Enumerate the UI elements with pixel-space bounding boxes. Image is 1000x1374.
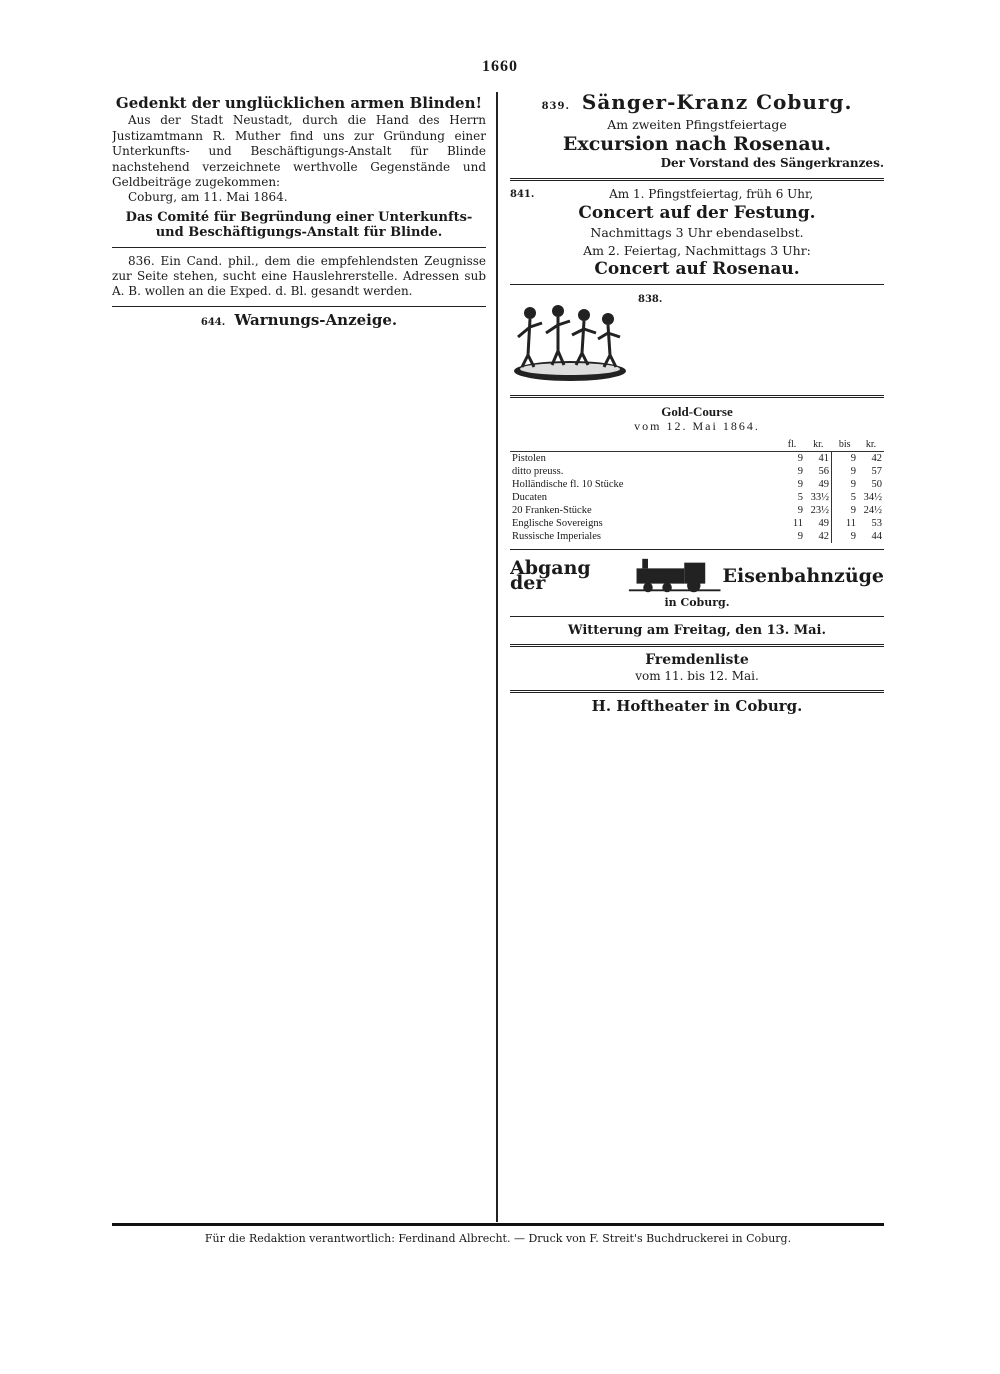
gold-currency: Ducaten xyxy=(512,492,547,504)
gold-kr: 23½ xyxy=(810,505,829,517)
footer-rule xyxy=(112,1223,884,1226)
gold-rows xyxy=(510,452,884,544)
weather-heading: Witterung am Freitag, den 13. Mai. xyxy=(567,622,827,638)
gold-row xyxy=(510,530,884,543)
trains-heading-left: Abgang der xyxy=(510,557,591,595)
warning-number: 644. xyxy=(200,316,226,328)
divider xyxy=(112,306,486,307)
gold-date: vom 12. Mai 1864. xyxy=(634,419,760,434)
committee-title: Das Comité für Begründung einer Unterkunfts- und Beschäftigungs-Anstalt für Blinde. xyxy=(125,209,473,241)
gold-fl: 9 xyxy=(797,479,803,491)
gold-header: fl. xyxy=(779,438,805,452)
beer-party-illustration xyxy=(510,293,630,385)
saenger-line1: Am zweiten Pfingstfeiertage xyxy=(607,117,787,133)
gold-kr: 33½ xyxy=(810,492,829,504)
divider xyxy=(510,395,884,398)
gold-header: kr. xyxy=(858,438,884,452)
concert-title1: Concert auf der Festung. xyxy=(578,203,816,224)
ad-text: Ein Cand. phil., dem die empfehlendsten Zeugnisse zur Seite stehen, sucht eine Hauslehrerstelle. Adressen sub A. B. wollen an die Exped. d. Bl. gesandt werden. xyxy=(112,253,486,299)
divider xyxy=(510,178,884,181)
gold-fl-to: 5 xyxy=(832,491,859,504)
ad-number: 836. xyxy=(128,253,155,268)
imprint: Für die Redaktion verantwortlich: Ferdinand Albrecht. — Druck von F. Streit's Buchdruckerei in Coburg. xyxy=(204,1232,792,1245)
gold-fl: 9 xyxy=(797,531,803,543)
saenger-title: Sänger-Kranz Coburg. xyxy=(581,92,853,114)
saenger-excursion: Excursion nach Rosenau. xyxy=(562,132,832,155)
trains-heading-right: Eisenbahnzüge xyxy=(722,564,884,587)
guests-heading: Fremdenliste xyxy=(645,652,749,669)
gold-currency: 20 Franken-Stücke xyxy=(512,505,592,517)
gold-kr-to: 34½ xyxy=(863,492,882,504)
saenger-number: 839. xyxy=(541,101,570,112)
blind-signoff: Coburg, am 11. Mai 1864. xyxy=(128,190,288,205)
right-column xyxy=(510,92,884,1222)
gold-kr: 49 xyxy=(818,518,829,530)
gold-fl-to: 9 xyxy=(832,452,859,466)
blind-heading: Gedenkt der unglücklichen armen Blinden! xyxy=(115,94,483,112)
concert-title2: Concert auf Rosenau. xyxy=(594,259,800,280)
gold-row xyxy=(510,517,884,530)
gold-fl: 9 xyxy=(797,453,803,465)
guests-dates: vom 11. bis 12. Mai. xyxy=(635,668,759,683)
bock-number: 838. xyxy=(638,293,663,305)
gold-row xyxy=(510,491,884,504)
ad-836 xyxy=(112,254,486,300)
trains-sub: in Coburg. xyxy=(664,596,730,610)
gold-fl: 5 xyxy=(797,492,803,504)
gold-fl: 9 xyxy=(797,505,803,517)
concert-line2: Nachmittags 3 Uhr ebendaselbst. xyxy=(590,225,804,241)
concert-line1-text: Am 1. Pfingstfeiertag, früh 6 Uhr, xyxy=(609,186,814,201)
gold-fl-to: 9 xyxy=(832,530,859,543)
saenger-heading xyxy=(510,92,884,114)
warning-title: Warnungs-Anzeige. xyxy=(234,310,398,329)
gold-header: bis xyxy=(832,438,859,452)
gold-currency: Englische Sovereigns xyxy=(512,518,603,530)
gold-table xyxy=(510,438,884,543)
gold-row xyxy=(510,465,884,478)
divider xyxy=(510,284,884,285)
gold-row xyxy=(510,452,884,466)
gold-currency: Holländische fl. 10 Stücke xyxy=(512,479,624,491)
theater-heading: H. Hoftheater in Coburg. xyxy=(591,697,803,716)
concert-number: 841. xyxy=(510,188,535,200)
gold-kr: 49 xyxy=(818,479,829,491)
blind-paragraph: Aus der Stadt Neustadt, durch die Hand des Herrn Justizamtmann R. Muther find uns zur Gründung einer Unterkunfts- und Beschäftigungs-Anstalt für Blinde nachstehend verzeichnete werthvolle Gegenstände und Geldbeiträge zugekommen: xyxy=(112,113,486,190)
gold-currency: Russische Imperiales xyxy=(512,531,601,543)
gold-header: kr. xyxy=(805,438,832,452)
gold-title: Gold-Course xyxy=(661,403,733,419)
column-divider xyxy=(496,92,498,1222)
saenger-signature: Der Vorstand des Sängerkranzes. xyxy=(660,156,884,171)
gold-kr-to: 50 xyxy=(871,479,882,491)
divider xyxy=(510,690,884,693)
gold-fl-to: 9 xyxy=(832,504,859,517)
gold-kr: 41 xyxy=(818,453,829,465)
divider xyxy=(112,247,486,248)
gold-fl: 9 xyxy=(797,466,803,478)
divider xyxy=(510,616,884,617)
warning-heading xyxy=(112,310,486,330)
gold-fl-to: 11 xyxy=(832,517,859,530)
gold-kr-to: 57 xyxy=(871,466,882,478)
locomotive-icon xyxy=(627,556,722,596)
gold-currency: Pistolen xyxy=(512,453,546,465)
gold-fl-to: 9 xyxy=(832,478,859,491)
concert-line3: Am 2. Feiertag, Nachmittags 3 Uhr: xyxy=(583,242,811,258)
concert-line1 xyxy=(510,187,884,202)
gold-kr-to: 42 xyxy=(871,453,882,465)
bock-ad xyxy=(510,291,884,389)
page-number: 1660 xyxy=(482,58,518,75)
gold-kr-to: 44 xyxy=(871,531,882,543)
gold-fl-to: 9 xyxy=(832,465,859,478)
gold-header-row xyxy=(510,438,884,452)
trains-heading xyxy=(510,556,884,596)
gold-kr-to: 24½ xyxy=(863,505,882,517)
gold-kr-to: 53 xyxy=(871,518,882,530)
gold-currency: ditto preuss. xyxy=(512,466,564,478)
divider xyxy=(510,549,884,550)
left-column xyxy=(112,92,486,1222)
gold-row xyxy=(510,504,884,517)
gold-fl: 11 xyxy=(792,518,803,530)
gold-kr: 42 xyxy=(818,531,829,543)
divider xyxy=(510,644,884,647)
gold-row xyxy=(510,478,884,491)
gold-kr: 56 xyxy=(818,466,829,478)
